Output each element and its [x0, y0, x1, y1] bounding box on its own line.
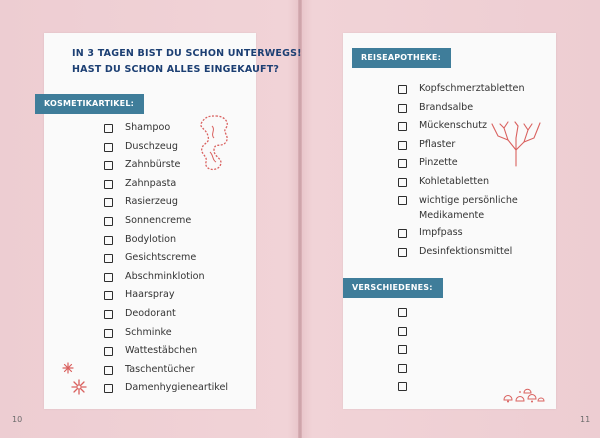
list-item-label: Bodylotion [125, 233, 177, 245]
list-item [104, 344, 197, 360]
list-item [398, 101, 473, 117]
checkbox-icon[interactable] [398, 122, 407, 131]
list-item-label: Zahnpasta [125, 177, 177, 189]
list-item [104, 195, 178, 211]
list-item-label: Pflaster [419, 138, 456, 150]
starfish-icon [62, 362, 74, 374]
checkbox-icon[interactable] [104, 143, 113, 152]
checkbox-icon[interactable] [104, 236, 113, 245]
list-item-label: Mückenschutz [419, 120, 488, 131]
checkbox-icon[interactable] [398, 382, 407, 391]
checkbox-icon[interactable] [104, 217, 113, 226]
checkbox-icon[interactable] [104, 384, 113, 393]
list-item [104, 363, 195, 379]
list-item [104, 158, 180, 174]
list-item [104, 381, 228, 397]
list-item [104, 214, 191, 230]
list-item [398, 82, 525, 98]
section-tag-reiseapotheke: REISEAPOTHEKE: [352, 48, 451, 68]
list-item [104, 307, 176, 323]
checkbox-icon[interactable] [104, 161, 113, 170]
checkbox-icon[interactable] [104, 291, 113, 300]
list-item [104, 270, 205, 286]
list-item [104, 288, 175, 304]
list-item [104, 121, 170, 137]
page-number-right: 11 [580, 415, 591, 424]
checkbox-icon[interactable] [398, 85, 407, 94]
checkbox-icon[interactable] [104, 366, 113, 375]
list-item-label: Duschzeug [125, 140, 178, 152]
list-item [398, 379, 407, 395]
book-gutter [298, 0, 302, 438]
checkbox-icon[interactable] [398, 364, 407, 373]
checkbox-icon[interactable] [104, 347, 113, 356]
checkbox-icon[interactable] [398, 345, 407, 354]
list-item-label: Brandsalbe [419, 101, 474, 113]
checkbox-icon[interactable] [398, 178, 407, 187]
list-item [398, 245, 512, 261]
checkbox-icon[interactable] [398, 104, 407, 113]
list-item [398, 193, 529, 221]
list-item [104, 326, 172, 342]
coral-decoration-icon [194, 112, 234, 174]
checkbox-icon[interactable] [398, 248, 407, 257]
list-item [104, 233, 176, 249]
list-item-label: Kopfschmerztabletten [419, 83, 525, 94]
list-item [398, 119, 487, 135]
list-item [398, 138, 455, 154]
list-item [398, 305, 407, 321]
page-number-left: 10 [12, 415, 23, 424]
checkbox-icon[interactable] [398, 327, 407, 336]
list-item [398, 361, 407, 377]
list-item [398, 324, 407, 340]
checkbox-icon[interactable] [104, 273, 113, 282]
list-item [398, 342, 407, 358]
checkbox-icon[interactable] [104, 329, 113, 338]
list-item-label: Desinfektionsmittel [419, 245, 513, 257]
list-item-label: Deodorant [125, 308, 176, 319]
left-heading-line2: HAST DU SCHON ALLES EINGEKAUFT? [72, 64, 280, 75]
list-item [104, 177, 176, 193]
list-item [104, 251, 196, 267]
list-item-label: Wattestäbchen [125, 345, 198, 357]
coral-decoration-icon [490, 120, 542, 168]
list-item-label: Haarspray [125, 289, 175, 301]
checkbox-icon[interactable] [104, 198, 113, 207]
list-item-label: Pinzette [419, 157, 458, 168]
checkbox-icon[interactable] [398, 141, 407, 150]
list-item [398, 226, 463, 242]
list-item-label: Damenhygieneartikel [125, 382, 229, 394]
list-item-label: Sonnencreme [125, 215, 192, 226]
list-item-label: Taschentücher [125, 363, 195, 375]
checkbox-icon[interactable] [104, 124, 113, 133]
list-item-label: Schminke [125, 326, 172, 338]
list-item-label: Kohletabletten [419, 175, 490, 187]
list-item-label: Gesichtscreme [125, 252, 197, 264]
list-item-label: wichtige persönliche Medikamente [419, 195, 518, 221]
list-item-label: Zahnbürste [125, 159, 181, 171]
checkbox-icon[interactable] [104, 310, 113, 319]
list-item-label: Rasierzeug [125, 196, 178, 208]
checkbox-icon[interactable] [398, 229, 407, 238]
starfish-icon [71, 379, 87, 395]
checkbox-icon[interactable] [104, 254, 113, 263]
list-item-label: Shampoo [125, 122, 171, 133]
checkbox-icon[interactable] [104, 180, 113, 189]
list-item [398, 156, 458, 172]
section-tag-kosmetikartikel: KOSMETIKARTIKEL: [35, 94, 144, 114]
list-item-label: Impfpass [419, 227, 463, 238]
left-heading-line1: IN 3 TAGEN BIST DU SCHON UNTERWEGS! [72, 48, 302, 59]
shells-icon [500, 386, 546, 404]
checkbox-icon[interactable] [398, 196, 407, 205]
list-item-label: Abschminklotion [125, 270, 205, 282]
list-item [398, 175, 489, 191]
checkbox-icon[interactable] [398, 159, 407, 168]
section-tag-verschiedenes: VERSCHIEDENES: [343, 278, 443, 298]
checkbox-icon[interactable] [398, 308, 407, 317]
list-item [104, 140, 178, 156]
